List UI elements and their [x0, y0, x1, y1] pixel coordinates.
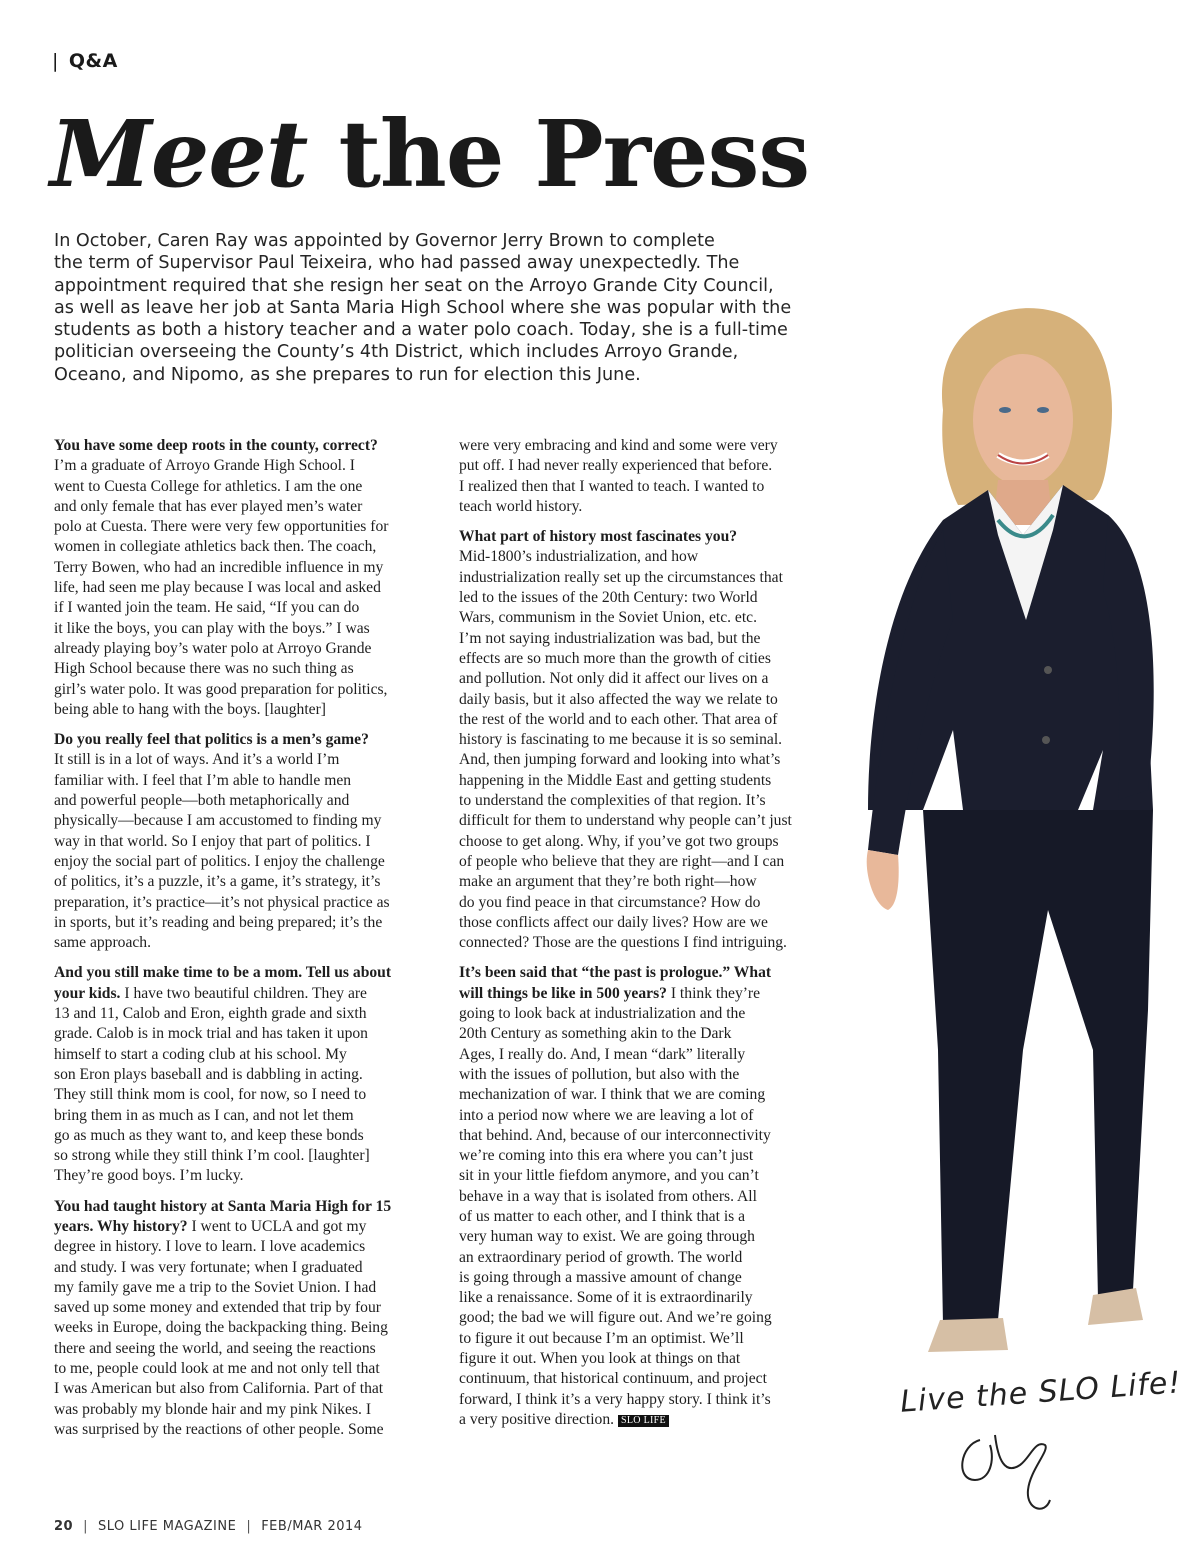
pants — [923, 810, 1153, 1325]
answer-line: like a renaissance. Some of it is extraordinarily — [459, 1289, 753, 1307]
answer-line: history is fascinating to me because it is so seminal. — [459, 731, 783, 749]
answer-line: They still think mom is cool, for now, so I need to — [54, 1086, 367, 1104]
answer-line: effects are so much more than the growth of cities — [459, 649, 771, 667]
intro-line: students as both a history teacher and a water polo coach. Today, she is a full-time — [54, 320, 788, 341]
answer-line: bring them in as much as I can, and not let them — [54, 1106, 354, 1124]
answer-line: into a period now where we are leaving a lot of — [459, 1106, 754, 1124]
right-shoe — [1088, 1288, 1143, 1325]
answer-line: I realized then that I wanted to teach. I wanted to — [459, 477, 765, 495]
end-mark: SLO LIFE — [618, 1415, 669, 1427]
question-line: And you still make time to be a mom. Tell us about — [54, 964, 392, 982]
question-answer-line — [54, 984, 440, 1004]
answer-line: going to look back at industrialization and the — [459, 1005, 746, 1023]
answer-line: And, then jumping forward and looking into what’s — [459, 751, 781, 769]
issue-date: FEB/MAR 2014 — [261, 1519, 363, 1534]
answer-line: and only female that has ever played men’s water — [54, 497, 363, 515]
answer-line: same approach. — [54, 934, 151, 952]
answer-line: of people who believe that they are right—and I can — [459, 852, 785, 870]
answer-line: I’m not saying industrialization was bad, but the — [459, 629, 761, 647]
page-footer — [54, 1519, 363, 1534]
title-rest: the Press — [338, 100, 810, 208]
answer-line: continuum, that historical continuum, and project — [459, 1370, 767, 1388]
answer-line: preparation, it’s practice—it’s not physical practice as — [54, 893, 390, 911]
question-answer-line — [54, 1217, 440, 1237]
intro-line: appointment required that she resign her seat on the Arroyo Grande City Council, — [54, 275, 774, 296]
answer-line: happening in the Middle East and getting students — [459, 771, 772, 789]
answer-line: if I wanted join the team. He said, “If you can do — [54, 599, 360, 617]
answer-line: and study. I was very fortunate; when I graduated — [54, 1258, 363, 1276]
answer-line: 13 and 11, Calob and Eron, eighth grade and sixth — [54, 1005, 367, 1023]
qa-block — [54, 730, 440, 953]
answer-line: my family gave me a trip to the Soviet Union. I had — [54, 1278, 377, 1296]
answer-line: were very embracing and kind and some were very — [459, 437, 778, 454]
answer-line: himself to start a coding club at his school. My — [54, 1045, 347, 1063]
answer-line: to figure it out because I’m an optimist. We’ll — [459, 1329, 744, 1347]
answer-line: girl’s water polo. It was good preparation for politics, — [54, 680, 388, 698]
magazine-name: SLO LIFE MAGAZINE — [97, 1519, 237, 1534]
answer-line: 20th Century as something akin to the Dark — [459, 1025, 732, 1043]
answer-line: of us matter to each other, and I think that is a — [459, 1207, 746, 1225]
answer-line: with the issues of pollution, but also with the — [459, 1065, 740, 1083]
answer-line: so strong while they still think I’m cool. [laughter] — [54, 1147, 370, 1165]
answer-line: put off. I had never really experienced that before. — [459, 457, 773, 475]
answer-line: and pollution. Not only did it affect our lives on a — [459, 670, 769, 688]
answer-line: choose to get along. Why, if you’ve got two groups — [459, 832, 779, 850]
section-bar: | — [52, 50, 59, 72]
left-hand — [867, 850, 899, 910]
answer-line: I went to UCLA and got my — [191, 1217, 367, 1235]
answer-line: an extraordinary period of growth. The world — [459, 1248, 743, 1266]
answer-line: I think they’re — [670, 984, 761, 1002]
answer-line: those conflicts affect our daily lives? How are we — [459, 913, 768, 931]
answer-line: and powerful people—both metaphorically and — [54, 792, 350, 810]
answer-line: led to the issues of the 20th Century: two World — [459, 589, 758, 607]
intro-line: politician overseeing the County’s 4th District, which includes Arroyo Grande, — [54, 342, 739, 363]
answer-line: to understand the complexities of that region. It’s — [459, 792, 766, 810]
answer-line: enjoy the social part of politics. I enjoy the challenge — [54, 852, 385, 870]
page-number: 20 — [54, 1519, 74, 1534]
answer-line: teach world history. — [459, 497, 583, 515]
question-line: Do you really feel that politics is a men’s game? — [54, 731, 369, 749]
answer-line: Wars, communism in the Soviet Union, etc. etc. — [459, 609, 758, 627]
answer-line: Mid-1800’s industrialization, and how — [459, 548, 699, 566]
qa-block — [459, 963, 845, 1430]
answer-line: I have two beautiful children. They are — [124, 984, 367, 1002]
answer-line: physically—because I am accustomed to finding my — [54, 812, 382, 830]
answer-line: we’re coming into this era where you can’t just — [459, 1147, 754, 1165]
left-shoe — [928, 1318, 1008, 1352]
answer-line: difficult for them to understand why people can’t just — [459, 812, 792, 830]
answer-line: saved up some money and extended that trip by four — [54, 1299, 381, 1317]
qa-block — [54, 436, 440, 720]
question-line: will things be like in 500 years? — [459, 984, 667, 1002]
answer-line: life, had seen me play because I was local and asked — [54, 579, 381, 597]
answer-line: women in collegiate athletics back then. The coach, — [54, 538, 377, 556]
signature-scribble — [950, 1420, 1070, 1520]
answer-line: High School because there was no such thing as — [54, 660, 354, 678]
intro-line: as well as leave her job at Santa Maria High School where she was popular with the — [54, 297, 792, 318]
answer-line: I was American but also from California. Part of that — [54, 1380, 384, 1398]
answer-line: connected? Those are the questions I find intriguing. — [459, 934, 787, 952]
left-column — [54, 436, 440, 1450]
answer-line: degree in history. I love to learn. I love academics — [54, 1238, 366, 1256]
question-line: your kids. — [54, 984, 121, 1002]
answer-line: Terry Bowen, who had an incredible influence in my — [54, 558, 384, 576]
section-label: Q&A — [68, 50, 118, 72]
answer-line: is going through a massive amount of change — [459, 1268, 742, 1286]
face — [973, 354, 1073, 486]
answer-line: was surprised by the reactions of other people. Some — [54, 1420, 384, 1438]
intro-line: In October, Caren Ray was appointed by Governor Jerry Brown to complete — [54, 231, 715, 251]
footer-separator: | — [246, 1519, 252, 1534]
title-italic: Meet — [50, 100, 308, 208]
qa-block — [54, 963, 440, 1186]
article-title — [50, 100, 810, 208]
answer-line: go as much as they want to, and keep these bonds — [54, 1126, 364, 1144]
answer-line: good; the bad we will figure out. And we’re going — [459, 1309, 772, 1327]
answer-line: behave in a way that is isolated from others. All — [459, 1187, 757, 1205]
intro-paragraph — [54, 230, 844, 386]
answer-line: figure it out. When you look at things on that — [459, 1350, 741, 1368]
answer-line: They’re good boys. I’m lucky. — [54, 1167, 244, 1185]
answer-line: Ages, I really do. And, I mean “dark” literally — [459, 1045, 746, 1063]
question-line: It’s been said that “the past is prologue.” What — [459, 964, 772, 982]
answer-line: being able to hang with the boys. [laughter] — [54, 700, 326, 718]
answer-line: sit in your little fiefdom anymore, and you can’t — [459, 1167, 759, 1185]
answer-line: familiar with. I feel that I’m able to handle men — [54, 771, 352, 789]
intro-line: the term of Supervisor Paul Teixeira, who had passed away unexpectedly. The — [54, 253, 740, 274]
answer-line: already playing boy’s water polo at Arroyo Grande — [54, 639, 372, 657]
question-line: You have some deep roots in the county, correct? — [54, 437, 378, 454]
intro-line: Oceano, and Nipomo, as she prepares to run for election this June. — [54, 364, 641, 385]
section-tag — [52, 50, 118, 72]
answer-line: grade. Calob is in mock trial and has taken it upon — [54, 1025, 368, 1043]
qa-block — [54, 1197, 440, 1441]
answer-line: son Eron plays baseball and is dabbling in acting. — [54, 1065, 363, 1083]
answer-line: a very positive direction. SLO LIFE — [459, 1410, 845, 1430]
right-column — [459, 436, 845, 1440]
answer-line: make an argument that they’re both right—how — [459, 873, 757, 891]
answer-line: that behind. And, because of our interconnectivity — [459, 1126, 771, 1144]
answer-line: It still is in a lot of ways. And it’s a world I’m — [54, 751, 340, 769]
answer-line: there and seeing the world, and seeing the reactions — [54, 1339, 376, 1357]
question-line: You had taught history at Santa Maria High for 15 — [54, 1197, 392, 1215]
answer-line: weeks in Europe, doing the backpacking thing. Being — [54, 1319, 388, 1337]
answer-line: went to Cuesta College for athletics. I am the one — [54, 477, 363, 495]
answer-line: polo at Cuesta. There were very few opportunities for — [54, 518, 389, 536]
signature-text: Live the SLO Life! — [899, 1365, 1183, 1420]
qa-block — [459, 527, 845, 953]
answer-line: the rest of the world and to each other. That area of — [459, 710, 778, 728]
answer-line: I’m a graduate of Arroyo Grande High School. I — [54, 457, 355, 475]
answer-line: do you find peace in that circumstance? How do — [459, 893, 761, 911]
answer-line: was probably my blonde hair and my pink Nikes. I — [54, 1400, 372, 1418]
continued-answer — [459, 436, 845, 517]
question-answer-line — [459, 984, 845, 1004]
answer-line: of politics, it’s a puzzle, it’s a game, it’s strategy, it’s — [54, 873, 381, 891]
answer-line: industrialization really set up the circumstances that — [459, 568, 783, 586]
footer-separator: | — [83, 1519, 88, 1534]
answer-line: it like the boys, you can play with the boys.” I was — [54, 619, 370, 637]
answer-line: way in that world. So I enjoy that part of politics. I — [54, 832, 371, 850]
question-line: What part of history most fascinates you? — [459, 528, 738, 546]
portrait-photo — [848, 290, 1198, 1365]
answer-line: to me, people could look at me and not only tell that — [54, 1360, 380, 1378]
answer-line: very human way to exist. We are going through — [459, 1228, 755, 1246]
answer-line: mechanization of war. I think that we are coming — [459, 1086, 766, 1104]
answer-line: daily basis, but it also affected the way we relate to — [459, 690, 778, 708]
question-line: years. Why history? — [54, 1217, 188, 1235]
answer-line: in sports, but it’s reading and being prepared; it’s the — [54, 913, 383, 931]
answer-line: forward, I think it’s a very happy story. I think it’s — [459, 1390, 771, 1408]
